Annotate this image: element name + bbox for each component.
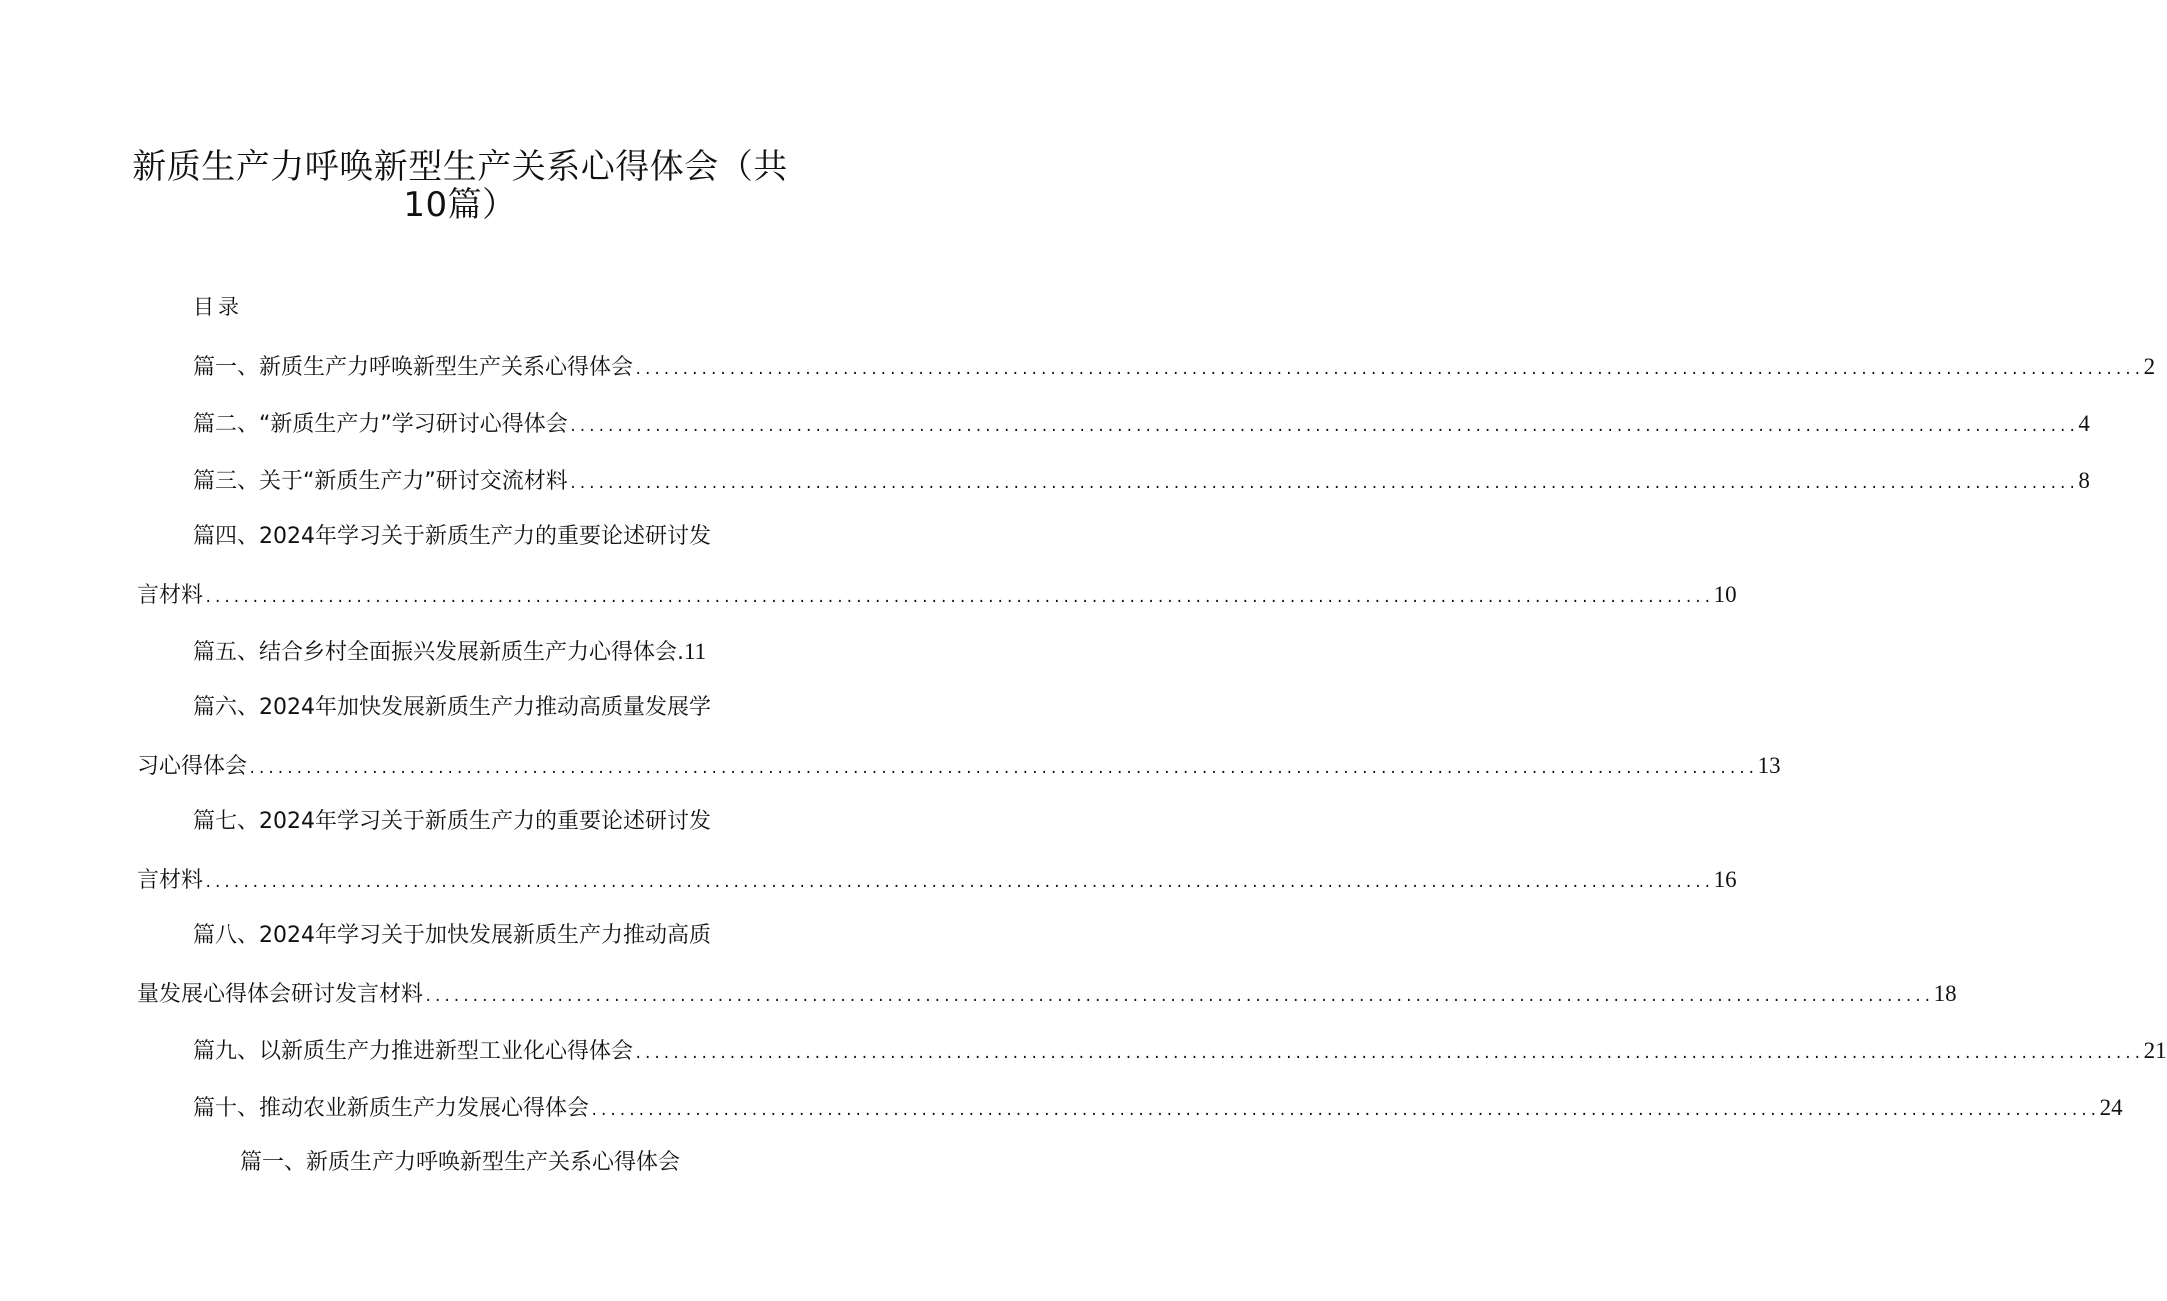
toc-entry-5[interactable] (193, 640, 706, 664)
toc-dot-leader: ................................................................................................................................................................ (204, 875, 1713, 891)
toc-entry-4-line1[interactable]: 篇四、2024年学习关于新质生产力的重要论述研讨发 (193, 524, 711, 549)
toc-page-number: 16 (1713, 867, 1737, 892)
toc-page-number: 2 (2143, 354, 2156, 379)
toc-page-number: 24 (2099, 1095, 2123, 1120)
toc-entry-label: 量发展心得体会研讨发言材料 (137, 982, 424, 1007)
toc-entry-7[interactable] (137, 867, 1737, 893)
toc-page-number: 4 (2078, 411, 2090, 436)
toc-heading: 目录 (193, 295, 243, 319)
section-heading: 篇一、新质生产力呼唤新型生产关系心得体会 (239, 1150, 680, 1175)
toc-entry-label: 篇十、推动农业新质生产力发展心得体会 (193, 1096, 590, 1121)
toc-page-number: 13 (1757, 753, 1781, 778)
toc-entry-label: 言材料 (137, 868, 204, 893)
toc-entry-label: 篇三、关于“新质生产力”研讨交流材料 (193, 469, 568, 494)
toc-dot-leader: ................................................................................................................................................................ (590, 1103, 2099, 1119)
toc-entry-2[interactable] (193, 411, 2090, 437)
toc-page-number: 10 (1713, 582, 1737, 607)
toc-page-number: 11 (684, 639, 707, 664)
document-title-line1: 新质生产力呼唤新型生产关系心得体会（共 (132, 147, 788, 187)
toc-dot-leader: ................................................................................................................................................................ (568, 419, 2078, 435)
toc-entry-9[interactable] (193, 1038, 2167, 1064)
toc-entry-6[interactable] (137, 753, 1781, 779)
toc-entry-label: 言材料 (137, 583, 204, 608)
toc-dot-leader: ................................................................................................................................................................ (248, 761, 1757, 777)
toc-entry-1[interactable] (193, 354, 2156, 380)
toc-entry-4[interactable] (137, 582, 1737, 608)
toc-entry-label: 篇一、新质生产力呼唤新型生产关系心得体会 (193, 355, 634, 380)
toc-entry-6-line1[interactable]: 篇六、2024年加快发展新质生产力推动高质量发展学 (193, 695, 711, 720)
document-title-line2: 10篇） (403, 185, 517, 225)
toc-dot-leader: ................................................................................................................................................................ (424, 989, 1933, 1005)
toc-entry-label: 篇五、结合乡村全面振兴发展新质生产力心得体会. (193, 640, 684, 665)
toc-dot-leader: ................................................................................................................................................................ (634, 1046, 2143, 1062)
toc-entry-8[interactable] (137, 981, 1957, 1007)
toc-entry-3[interactable] (193, 468, 2090, 494)
toc-page-number: 8 (2078, 468, 2090, 493)
toc-entry-label: 习心得体会 (137, 754, 248, 779)
toc-dot-leader: ................................................................................................................................................................ (568, 476, 2078, 492)
toc-entry-10[interactable] (193, 1095, 2123, 1121)
toc-entry-8-line1[interactable]: 篇八、2024年学习关于加快发展新质生产力推动高质 (193, 923, 711, 948)
toc-page-number: 18 (1933, 981, 1957, 1006)
toc-entry-label: 篇九、以新质生产力推进新型工业化心得体会 (193, 1039, 634, 1064)
toc-entry-7-line1[interactable]: 篇七、2024年学习关于新质生产力的重要论述研讨发 (193, 809, 711, 834)
toc-entry-label: 篇二、“新质生产力”学习研讨心得体会 (193, 412, 568, 437)
toc-dot-leader: ................................................................................................................................................................ (204, 590, 1713, 606)
toc-dot-leader: ................................................................................................................................................................ (634, 362, 2143, 378)
toc-page-number: 21 (2143, 1038, 2167, 1063)
